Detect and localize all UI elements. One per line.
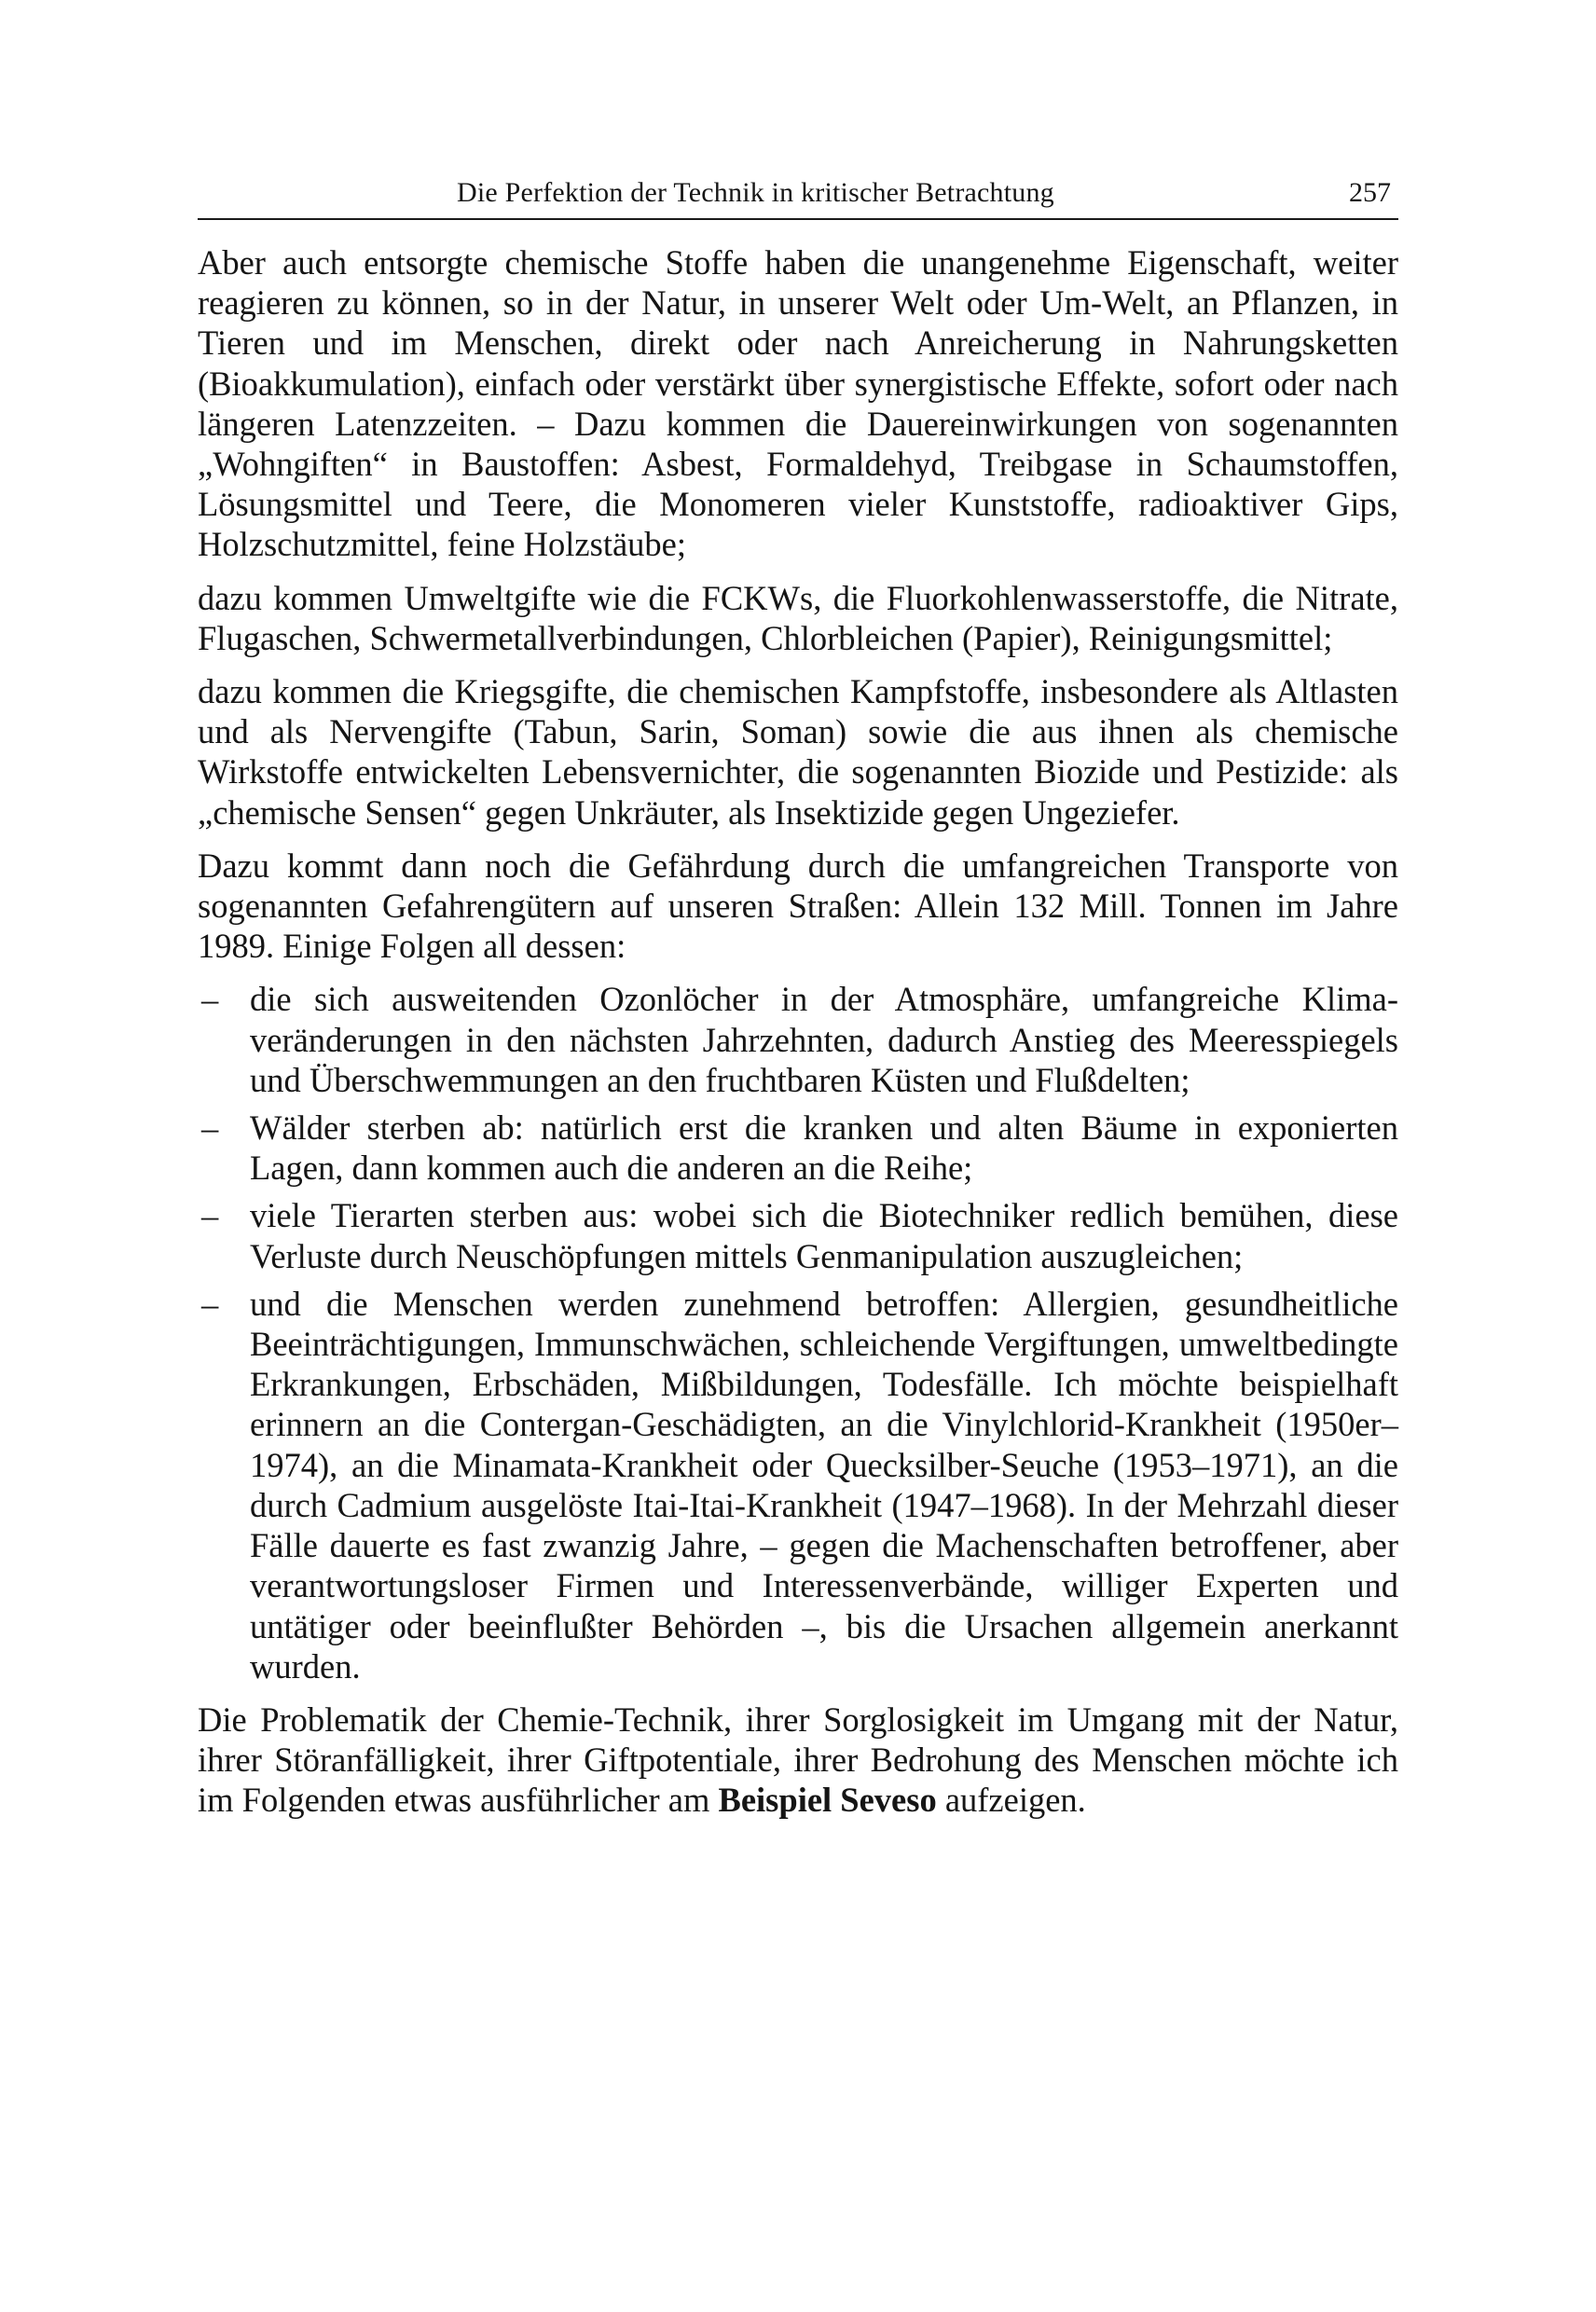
list-dash: – [201,1284,219,1323]
paragraph-3: dazu kommen die Kriegsgifte, die chemischen Kampfstoffe, insbesondere als Altlasten und als Nervengifte (Tabun, Sarin, Soman) sowie die aus ihnen als chemische Wirkstoffe entwickelten Lebensvernichter, die sogenannten Biozide und Pestizide: als „chemische Sensen“ gegen Unkräuter, als Insektizide gegen Ungeziefer. [198,672,1398,832]
list-item [198,1108,1398,1188]
running-header [198,166,1398,220]
running-title: Die Perfektion der Technik in kritischer Betrachtung [457,177,1054,208]
list-item [198,1195,1398,1275]
list-dash: – [201,980,219,1019]
body-text [198,242,1398,1834]
paragraph-2: dazu kommen Umweltgifte wie die FCKWs, die Fluorkohlenwasserstoffe, die Nitrate, Flugaschen, Schwermetallverbindungen, Chlorbleichen (Papier), Reinigungsmittel; [198,578,1398,657]
list-dash: – [201,1196,219,1235]
paragraph-5-end: aufzeigen. [936,1781,1086,1820]
page-number: 257 [1349,177,1391,208]
consequences-list [198,979,1398,1686]
paragraph-5 [198,1700,1398,1821]
paragraph-4: Dazu kommt dann noch die Gefährdung durch die umfangreichen Transporte von sogenannten Gefahrengütern auf unseren Straßen: Allein 132 Mill. Tonnen im Jahre 1989. Einige Folgen all dessen: [198,846,1398,966]
paragraph-1: Aber auch entsorgte chemische Stoffe haben die unangenehme Eigenschaft, weiter reagieren zu können, so in der Natur, in unserer Welt oder Um-Welt, an Pflanzen, in Tieren und im Menschen, direkt oder nach Anreicherung in Nahrungsketten (Bioakkumulation), einfach oder verstärkt über synergistische Effekte, sofort oder nach längeren Latenzzeiten. – Dazu kommen die Dauereinwirkungen von sogenannten „Wohngiften“ in Baustoffen: Asbest, Formaldehyd, Treibgase in Schaumstoffen, Lösungsmittel und Teere, die Monomeren vieler Kunststoffe, radioaktiver Gips, Holzschutzmittel, feine Holzstäube; [198,243,1398,564]
list-item-text: die sich ausweitenden Ozonlöcher in der Atmosphäre, umfangreiche Klimaveränderungen in den nächsten Jahrzehnten, dadurch Anstieg des Meeresspiegels und Überschwemmungen an den fruchtbaren Küsten und Flußdelten; [250,980,1398,1099]
list-item [198,979,1398,1100]
list-item-text: und die Menschen werden zunehmend betroffen: Allergien, gesundheitliche Beeinträchtigungen, Immunschwächen, schleichende Vergiftungen, umweltbedingte Erkrankungen, Erbschäden, Mißbildungen, Todesfälle. Ich möchte beispielhaft erinnern an die Contergan-Geschädigten, an die Vinylchlorid-Krankheit (1950er–1974), an die Minamata-Krankheit oder Quecksilber-Seuche (1953–1971), an die durch Cadmium ausgelöste Itai-Itai-Krankheit (1947–1968). In der Mehrzahl dieser Fälle dauerte es fast zwanzig Jahre, – gegen die Machenschaften betroffener, aber verantwortungsloser Firmen und Interessenverbände, williger Experten und untätiger oder beeinflußter Behörden –, bis die Ursachen allgemein anerkannt wurden. [250,1284,1398,1686]
list-item-text: viele Tierarten sterben aus: wobei sich die Biotechniker redlich bemühen, diese Verluste durch Neuschöpfungen mittels Genmanipulation auszugleichen; [250,1196,1398,1275]
paragraph-5-start: Die Problematik der Chemie-Technik, ihrer Sorglosigkeit im Umgang mit der Natur, ihrer Störanfälligkeit, ihrer Giftpotentiale, ihrer Bedrohung des Menschen möchte ich im Folgenden etwas ausführlicher am [198,1700,1398,1820]
list-dash: – [201,1108,219,1148]
list-item-text: Wälder sterben ab: natürlich erst die kranken und alten Bäume in exponierten Lagen, dann kommen auch die anderen an die Reihe; [250,1108,1398,1188]
list-item [198,1284,1398,1686]
seveso-emphasis: Beispiel Seveso [718,1781,937,1820]
